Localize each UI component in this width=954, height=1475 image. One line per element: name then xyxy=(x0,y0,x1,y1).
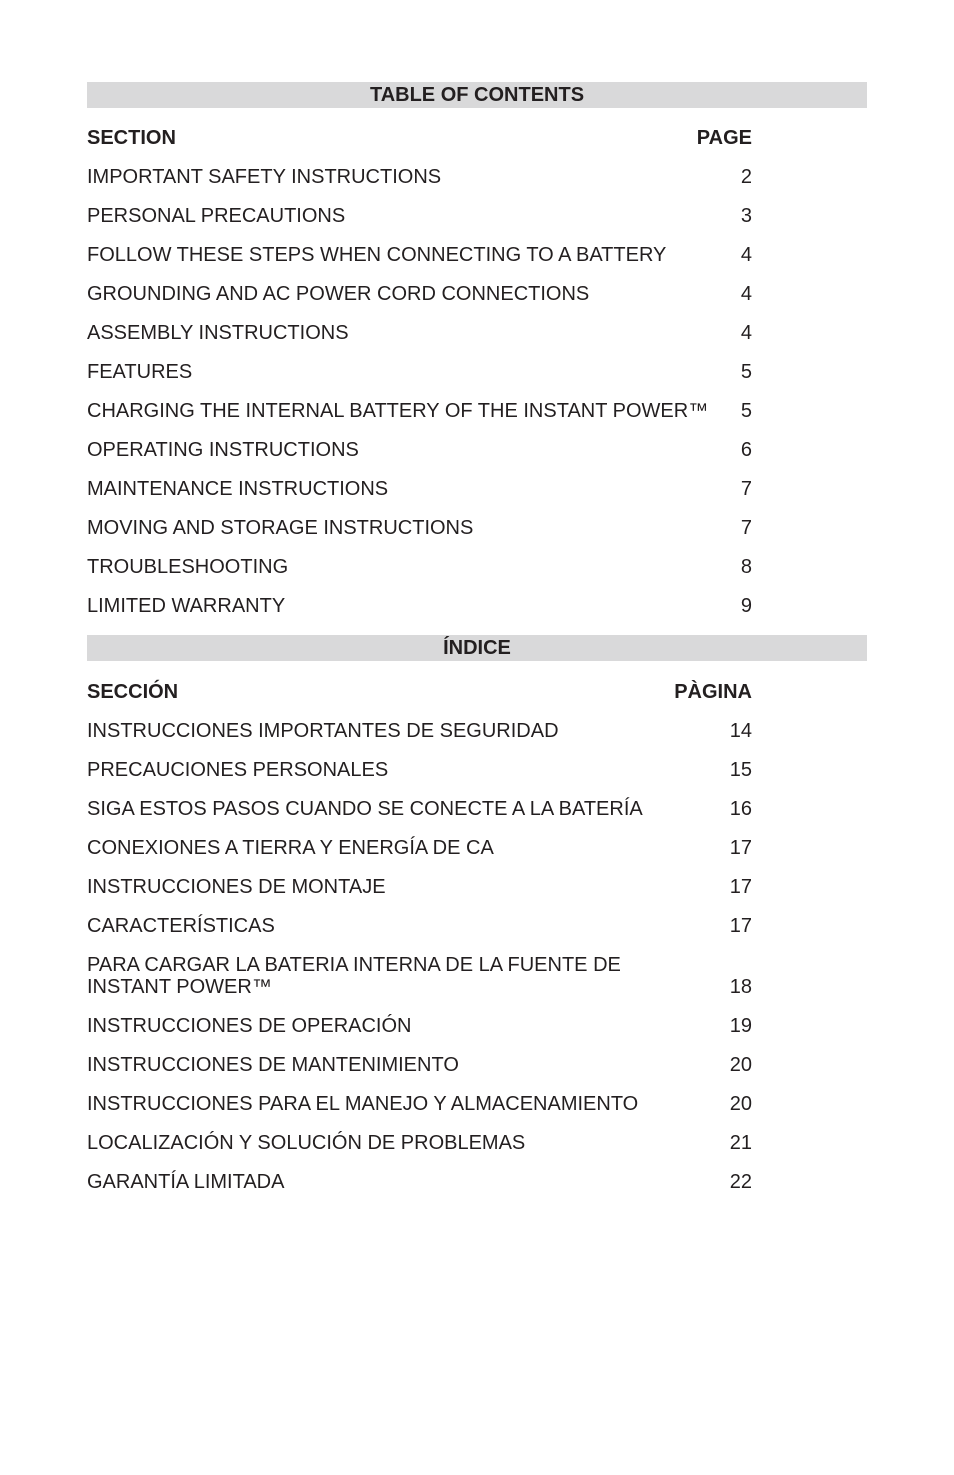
toc-entry-page: 17 xyxy=(729,837,752,859)
toc-entry-title: INSTRUCCIONES DE MANTENIMIENTO xyxy=(87,1054,459,1076)
toc-entry-title: MAINTENANCE INSTRUCTIONS xyxy=(87,478,389,500)
toc-entry-title: GROUNDING AND AC POWER CORD CONNECTIONS xyxy=(87,283,590,305)
toc-entry[interactable] xyxy=(87,1054,752,1076)
toc-entry-title: PARA CARGAR LA BATERIA INTERNA DE LA FUENTE DE INSTANT POWER™ xyxy=(87,954,621,998)
toc-entry[interactable] xyxy=(87,1132,752,1154)
toc-entry[interactable] xyxy=(87,361,752,383)
toc-entry[interactable] xyxy=(87,439,752,461)
toc-entry-page: 5 xyxy=(740,361,752,383)
toc-entry[interactable] xyxy=(87,283,752,305)
toc-entry-title: INSTRUCCIONES PARA EL MANEJO Y ALMACENAMIENTO xyxy=(87,1093,639,1115)
toc-entry-title: GARANTÍA LIMITADA xyxy=(87,1171,285,1193)
toc-header-spanish xyxy=(87,681,752,703)
toc-entry[interactable] xyxy=(87,798,752,820)
page-column-label: PÀGINA xyxy=(674,681,752,703)
toc-entry[interactable] xyxy=(87,166,752,188)
toc-entry-page: 18 xyxy=(729,976,752,998)
toc-entry-title: MOVING AND STORAGE INSTRUCTIONS xyxy=(87,517,474,539)
toc-entry-title: SIGA ESTOS PASOS CUANDO SE CONECTE A LA BATERÍA xyxy=(87,798,643,820)
toc-list-english xyxy=(87,127,752,617)
toc-entry-page: 4 xyxy=(740,244,752,266)
toc-entry-page: 7 xyxy=(740,478,752,500)
toc-entry[interactable] xyxy=(87,876,752,898)
toc-entry[interactable] xyxy=(87,322,752,344)
toc-entry-title: LOCALIZACIÓN Y SOLUCIÓN DE PROBLEMAS xyxy=(87,1132,526,1154)
toc-entry-title: CHARGING THE INTERNAL BATTERY OF THE INSTANT POWER™ xyxy=(87,400,709,422)
toc-entry[interactable] xyxy=(87,244,752,266)
toc-entry[interactable] xyxy=(87,400,752,422)
page-column-label: PAGE xyxy=(696,127,752,149)
toc-entry-title: CONEXIONES A TIERRA Y ENERGÍA DE CA xyxy=(87,837,494,859)
toc-entry-title: IMPORTANT SAFETY INSTRUCTIONS xyxy=(87,166,442,188)
toc-list-spanish xyxy=(87,681,752,1193)
toc-entry-page: 4 xyxy=(740,322,752,344)
toc-entry-page: 16 xyxy=(729,798,752,820)
toc-entry-page: 14 xyxy=(729,720,752,742)
toc-entry-title: CARACTERÍSTICAS xyxy=(87,915,275,937)
toc-entry-title: PRECAUCIONES PERSONALES xyxy=(87,759,389,781)
toc-entry[interactable] xyxy=(87,595,752,617)
toc-entry[interactable] xyxy=(87,1093,752,1115)
toc-entry-page: 17 xyxy=(729,915,752,937)
toc-entry-title: INSTRUCCIONES IMPORTANTES DE SEGURIDAD xyxy=(87,720,559,742)
toc-entry-page: 22 xyxy=(729,1171,752,1193)
toc-banner-english: TABLE OF CONTENTS xyxy=(87,82,867,108)
toc-entry-page: 15 xyxy=(729,759,752,781)
toc-entry-page: 5 xyxy=(740,400,752,422)
toc-entry-page: 9 xyxy=(740,595,752,617)
toc-entry[interactable] xyxy=(87,720,752,742)
toc-entry[interactable] xyxy=(87,759,752,781)
toc-entry[interactable] xyxy=(87,1171,752,1193)
toc-entry-title: INSTRUCCIONES DE MONTAJE xyxy=(87,876,386,898)
toc-entry[interactable] xyxy=(87,954,752,998)
toc-entry-title: FOLLOW THESE STEPS WHEN CONNECTING TO A BATTERY xyxy=(87,244,667,266)
toc-entry-page: 7 xyxy=(740,517,752,539)
toc-entry-page: 17 xyxy=(729,876,752,898)
toc-entry-title: LIMITED WARRANTY xyxy=(87,595,286,617)
section-column-label: SECTION xyxy=(87,127,176,149)
toc-entry-title: PERSONAL PRECAUTIONS xyxy=(87,205,346,227)
toc-entry[interactable] xyxy=(87,556,752,578)
toc-banner-spanish: ÍNDICE xyxy=(87,635,867,661)
toc-entry[interactable] xyxy=(87,1015,752,1037)
toc-entry[interactable] xyxy=(87,837,752,859)
toc-entry-page: 4 xyxy=(740,283,752,305)
section-column-label: SECCIÓN xyxy=(87,681,179,703)
toc-entry-page: 19 xyxy=(729,1015,752,1037)
toc-entry-page: 2 xyxy=(740,166,752,188)
toc-entry-page: 6 xyxy=(740,439,752,461)
toc-entry[interactable] xyxy=(87,915,752,937)
toc-entry-title: FEATURES xyxy=(87,361,193,383)
toc-entry-page: 8 xyxy=(740,556,752,578)
toc-header-english xyxy=(87,127,752,149)
toc-entry-page: 20 xyxy=(729,1093,752,1115)
toc-entry-title: INSTRUCCIONES DE OPERACIÓN xyxy=(87,1015,412,1037)
toc-entry-title: ASSEMBLY INSTRUCTIONS xyxy=(87,322,349,344)
toc-entry-page: 21 xyxy=(729,1132,752,1154)
toc-entry-title: TROUBLESHOOTING xyxy=(87,556,289,578)
toc-entry[interactable] xyxy=(87,205,752,227)
toc-entry[interactable] xyxy=(87,478,752,500)
toc-entry-page: 3 xyxy=(740,205,752,227)
toc-entry-title: OPERATING INSTRUCTIONS xyxy=(87,439,359,461)
toc-entry[interactable] xyxy=(87,517,752,539)
toc-entry-page: 20 xyxy=(729,1054,752,1076)
